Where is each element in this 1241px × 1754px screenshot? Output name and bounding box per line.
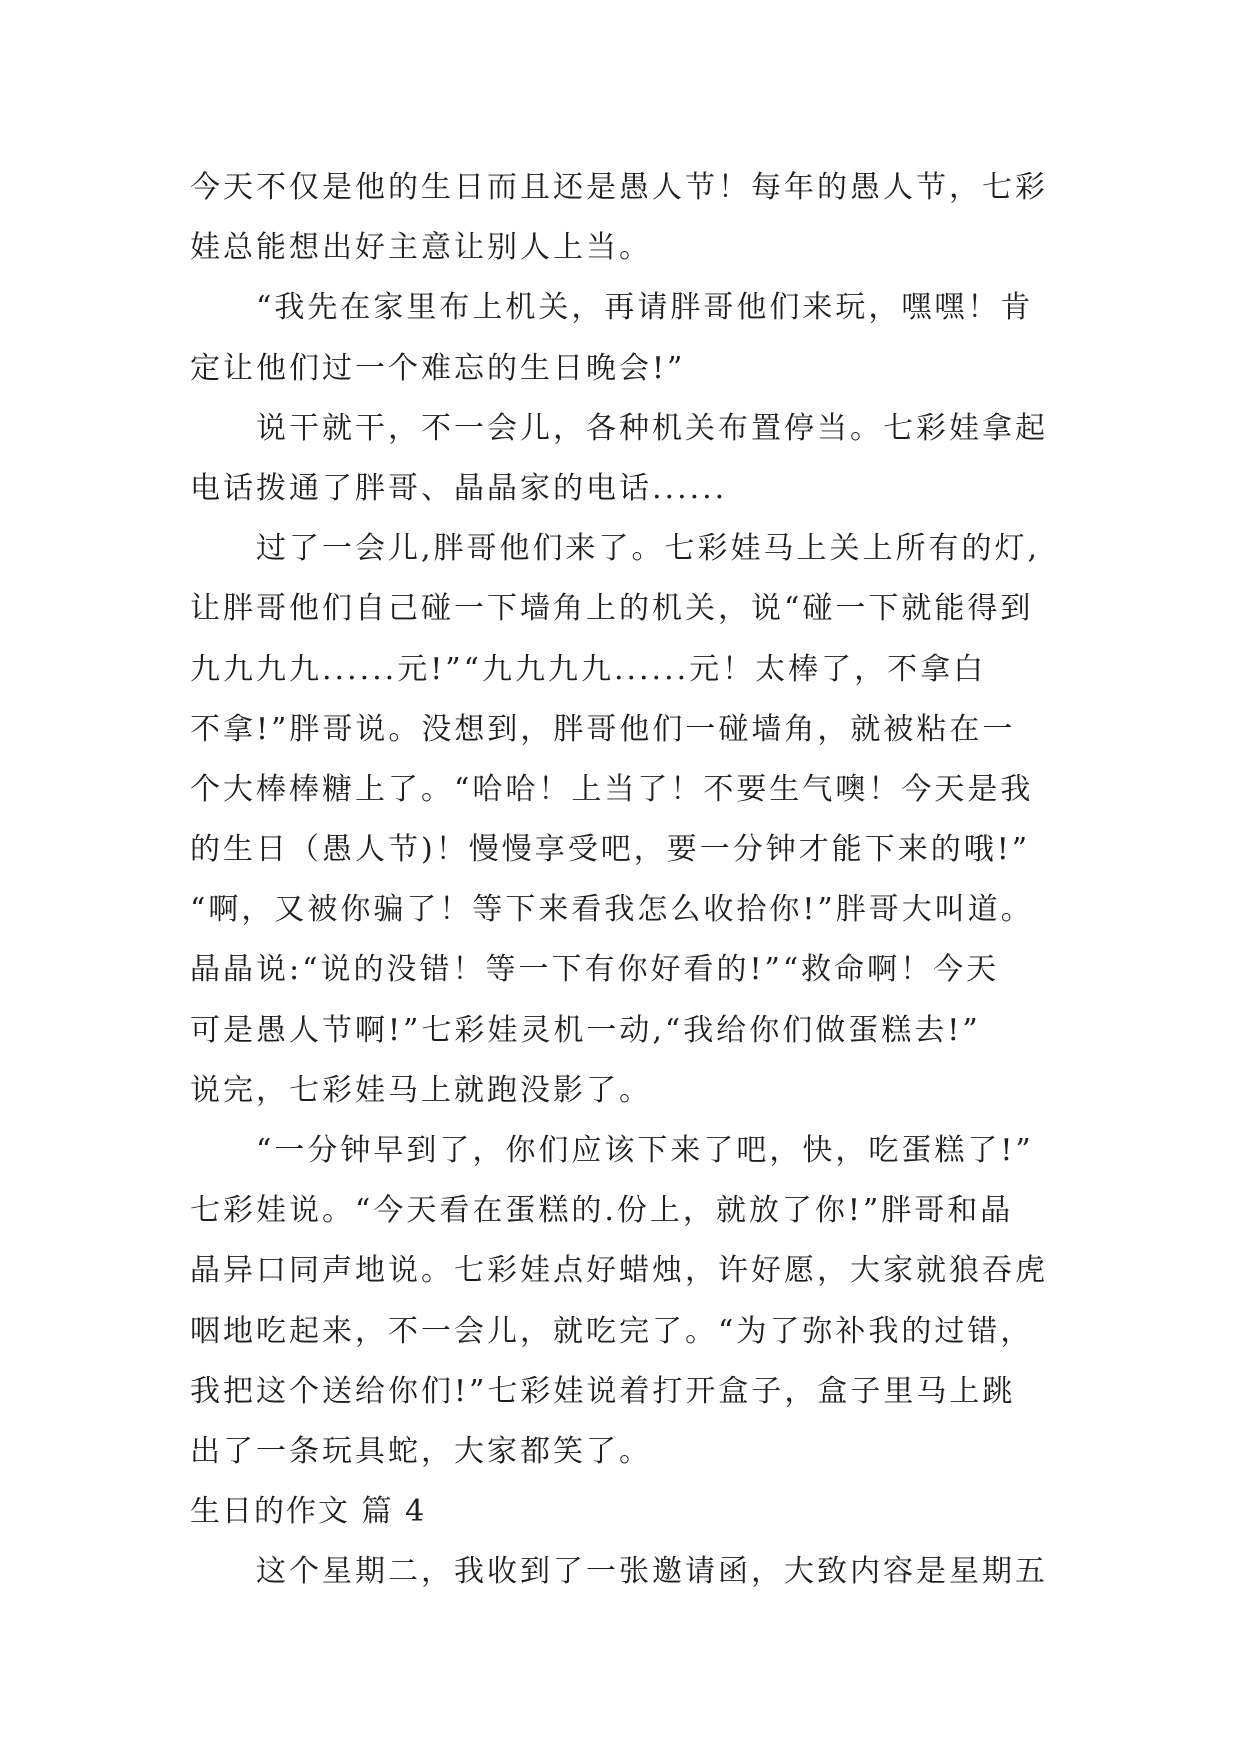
text-line: 娃总能想出好主意让别人上当。 (190, 230, 652, 266)
text-line: 可是愚人节啊!”七彩娃灵机一动,“我给你们做蛋糕去!” (190, 1012, 981, 1048)
text-line: 七彩娃说。“今天看在蛋糕的.份上，就放了你!”胖哥和晶 (190, 1193, 1014, 1229)
text-line: 定让他们过一个难忘的生日晚会!” (190, 350, 686, 386)
text-line: “一分钟早到了，你们应该下来了吧，快，吃蛋糕了!” (256, 1133, 1034, 1168)
text-line: 我把这个送给你们!”七彩娃说着打开盒子，盒子里马上跳 (190, 1373, 1016, 1409)
text-line: 晶异口同声地说。七彩娃点好蜡烛，许好愿，大家就狼吞虎 (190, 1253, 1048, 1289)
text-line: 晶晶说:“说的没错！等一下有你好看的!”“救命啊！今天 (190, 952, 1000, 988)
text-line: 电话拨通了胖哥、晶晶家的电话...... (190, 470, 728, 506)
text-line: 说完，七彩娃马上就跑没影了。 (190, 1072, 652, 1108)
document-body (190, 158, 1050, 1603)
text-line: 个大棒棒糖上了。“哈哈！上当了！不要生气噢！今天是我 (190, 771, 1034, 807)
section-heading: 生日的作文 篇 4 (190, 1494, 427, 1530)
text-line: “我先在家里布上机关，再请胖哥他们来玩，嘿嘿！肯 (256, 290, 1034, 326)
text-line: 咽地吃起来，不一会儿，就吃完了。“为了弥补我的过错， (190, 1313, 1034, 1349)
text-line: 这个星期二，我收到了一张邀请函，大致内容是星期五 (256, 1554, 1048, 1590)
text-line: 出了一条玩具蛇，大家都笑了。 (190, 1433, 652, 1469)
text-line: 九九九九......元!”“九九九九......元！太棒了，不拿白 (190, 651, 987, 687)
text-line: “啊，又被你骗了！等下来看我怎么收拾你!”胖哥大叫道。 (190, 892, 1034, 928)
text-line: 今天不仅是他的生日而且还是愚人节！每年的愚人节，七彩 (190, 170, 1048, 205)
text-line: 的生日（愚人节)！慢慢享受吧，要一分钟才能下来的哦!” (190, 832, 1031, 868)
text-line: 让胖哥他们自己碰一下墙角上的机关，说“碰一下就能得到 (190, 591, 1034, 627)
text-line: 过了一会儿,胖哥他们来了。七彩娃马上关上所有的灯, (256, 531, 1041, 567)
text-line: 不拿!”胖哥说。没想到，胖哥他们一碰墙角，就被粘在一 (190, 711, 1016, 747)
text-line: 说干就干，不一会儿，各种机关布置停当。七彩娃拿起 (256, 410, 1048, 446)
